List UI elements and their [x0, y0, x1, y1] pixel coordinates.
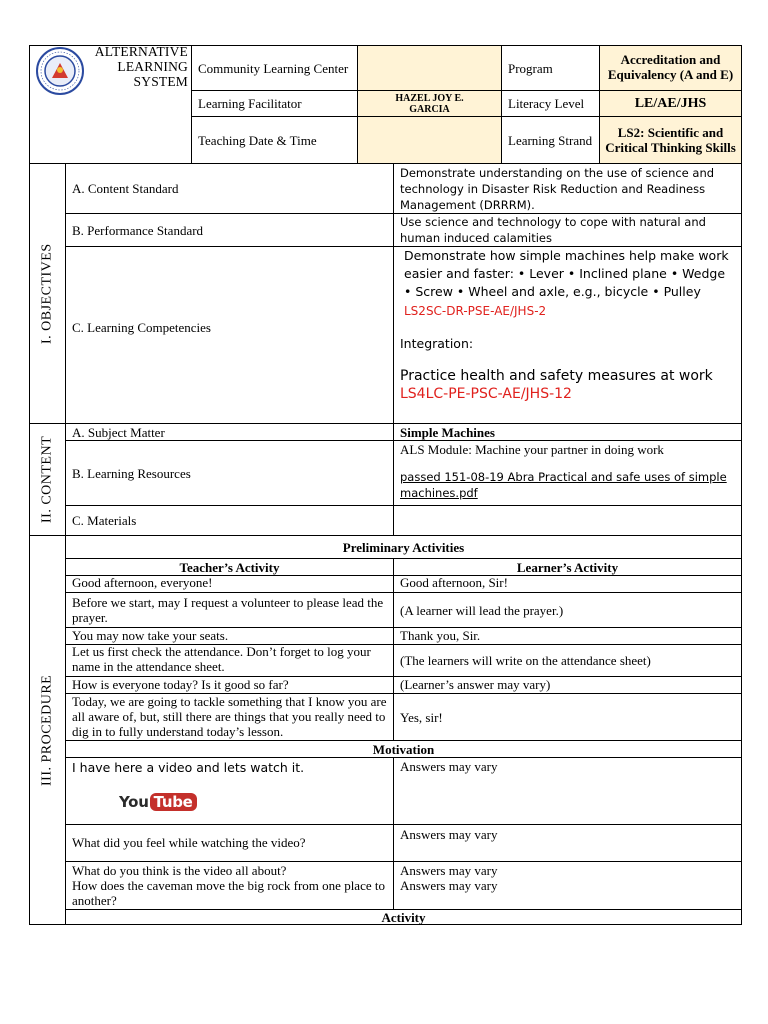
integration-code: LS4LC-PE-PSC-AE/JHS-12 [400, 386, 572, 402]
learner-row-1: Good afternoon, Sir! [400, 575, 508, 590]
materials-label: C. Materials [72, 513, 137, 528]
teacher-row-4: Let us first check the attendance. Don’t forget to log your name in the attendance sheet. [72, 644, 371, 674]
materials-value [394, 506, 741, 535]
learning-strand-label: Learning Strand [508, 132, 593, 148]
preliminary-activities-title: Preliminary Activities [342, 539, 465, 555]
teacher-activity-header: Teacher’s Activity [179, 559, 280, 575]
motivation-video-prompt: I have here a video and lets watch it. [72, 760, 305, 775]
learning-competencies-label: C. Learning Competencies [72, 319, 211, 335]
deped-logo-block [30, 46, 191, 96]
program-label: Program [508, 60, 553, 76]
competency-code: LS2SC-DR-PSE-AE/JHS-2 [404, 304, 547, 318]
teacher-row-5: How is everyone today? Is it good so far? [72, 677, 289, 692]
learner-row-5: (Learner’s answer may vary) [400, 677, 551, 692]
youtube-logo-tube: Tube [150, 793, 197, 811]
integration-text: Practice health and safety measures at work [400, 368, 713, 384]
motivation-answer-2: Answers may vary [400, 878, 498, 893]
learner-row-4: (The learners will write on the attendance sheet) [400, 653, 651, 668]
resources-module: ALS Module: Machine your partner in doing work [400, 442, 664, 457]
motivation-title: Motivation [372, 741, 435, 757]
date-time-value[interactable] [358, 117, 501, 163]
objectives-section-label: I. OBJECTIVES [39, 243, 55, 344]
competency-text: Demonstrate how simple machines help make work easier and faster: • Lever • Inclined plane • Wedge • Screw • Wheel and axle, e.g., bicycle • Pulley [404, 248, 729, 299]
literacy-level-value[interactable]: LE/AE/JHS [634, 96, 707, 111]
content-standard-value: Demonstrate understanding on the use of science and technology in Disaster Risk Reduction and Readiness Management (DRRRM). [400, 166, 715, 212]
motivation-video-questions [66, 862, 393, 909]
content-standard-label: A. Content Standard [72, 181, 179, 196]
learner-row-3: Thank you, Sir. [400, 628, 481, 643]
motivation-feel-question: What did you feel while watching the video? [72, 835, 306, 850]
teacher-row-2: Before we start, may I request a volunteer to please lead the prayer. [72, 595, 384, 625]
learning-competencies-value [394, 247, 741, 423]
learner-activity-header: Learner’s Activity [516, 559, 619, 575]
program-value[interactable]: Accreditation and Equivalency (A and E) [607, 52, 734, 82]
motivation-video-answer: Answers may vary [400, 759, 498, 774]
motivation-question-2: How does the caveman move the big rock from one place to another? [72, 878, 385, 908]
performance-standard-value: Use science and technology to cope with natural and human induced calamities [400, 215, 706, 245]
facilitator-value[interactable]: HAZEL JOY E. GARCIA [395, 92, 464, 115]
teacher-row-3: You may now take your seats. [72, 628, 229, 643]
subject-matter-label: A. Subject Matter [72, 424, 165, 440]
motivation-video-answers [394, 862, 741, 909]
org-name: ALTERNATIVE LEARNING SYSTEM [94, 46, 188, 89]
procedure-section-label: III. PROCEDURE [39, 674, 55, 786]
learner-row-2: (A learner will lead the prayer.) [400, 602, 564, 618]
motivation-answer-1: Answers may vary [400, 863, 498, 878]
subject-matter-value: Simple Machines [400, 424, 495, 440]
motivation-question-1: What do you think is the video all about? [72, 863, 287, 878]
motivation-video-cell [66, 757, 393, 824]
learning-resources-label: B. Learning Resources [72, 465, 191, 481]
learner-row-6: Yes, sir! [400, 709, 443, 725]
activity-title: Activity [381, 910, 426, 924]
performance-standard-label: B. Performance Standard [72, 222, 204, 238]
integration-label: Integration: [400, 336, 474, 351]
content-section-label: II. CONTENT [39, 435, 55, 524]
clc-value[interactable] [358, 46, 501, 90]
date-time-label: Teaching Date & Time [198, 132, 317, 148]
literacy-level-label: Literacy Level [508, 96, 585, 111]
facilitator-label: Learning Facilitator [198, 96, 302, 111]
learning-strand-value[interactable]: LS2: Scientific and Critical Thinking Skills [605, 125, 736, 155]
deped-seal-icon [34, 46, 86, 96]
teacher-row-6: Today, we are going to tackle something that I know you are all aware of, but, still there are things that you really need to dig in to fully understand today’s lesson. [72, 694, 387, 739]
motivation-feel-answer: Answers may vary [400, 827, 498, 842]
clc-label: Community Learning Center [198, 60, 349, 76]
youtube-logo[interactable] [119, 793, 197, 811]
learning-resources-value [394, 440, 741, 505]
teacher-row-1: Good afternoon, everyone! [72, 575, 213, 590]
youtube-logo-you: You [119, 793, 149, 811]
resources-file-link[interactable]: passed 151-08-19 Abra Practical and safe uses of simple machines.pdf [400, 470, 727, 500]
